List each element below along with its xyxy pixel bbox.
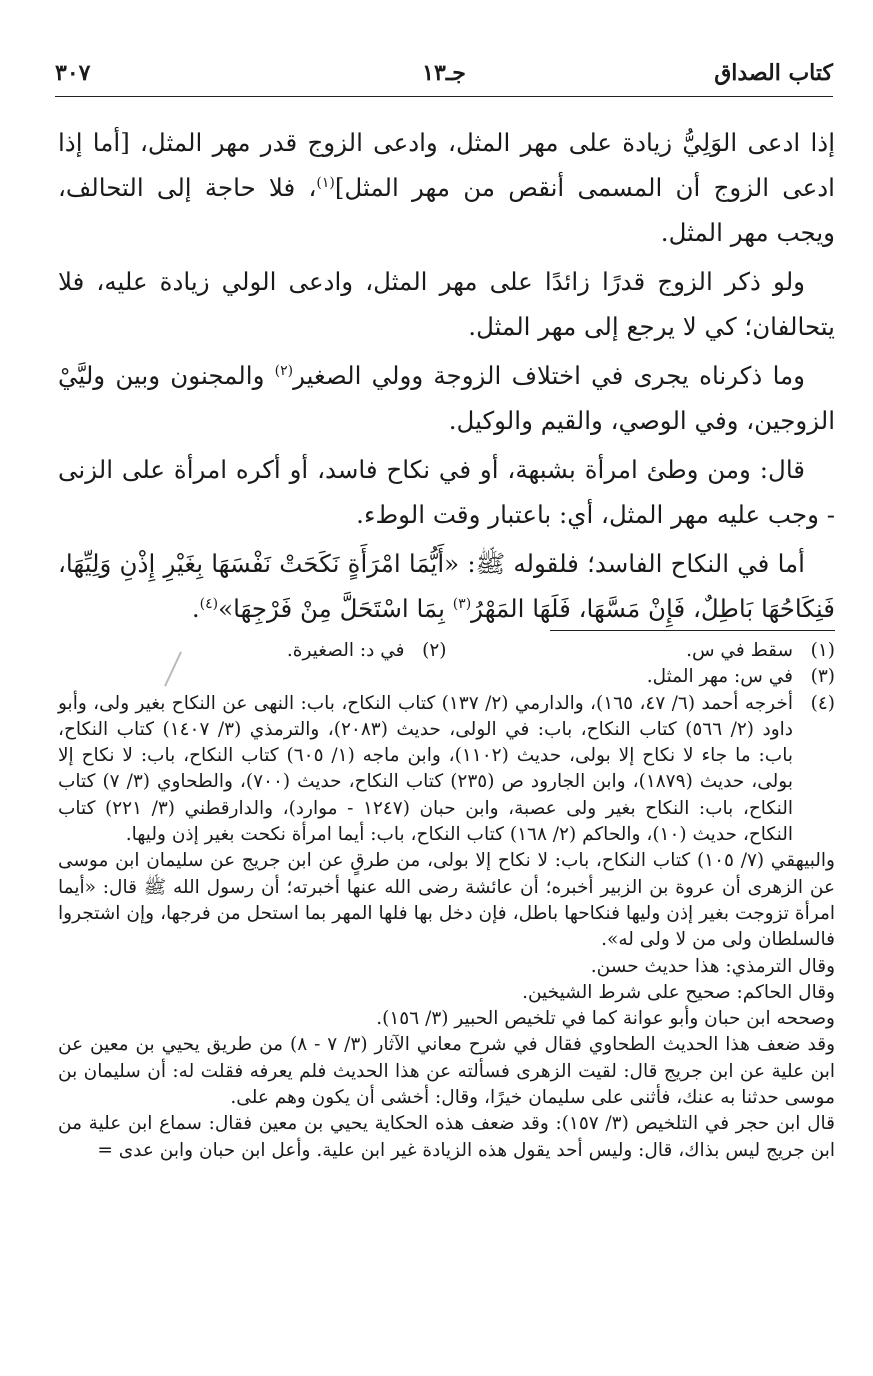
paragraph-1-end: ، فلا حاجة إلى التحالف، ويجب مهر المثل.	[58, 173, 835, 247]
footnote-2-text: في د: الصغيرة.	[286, 640, 405, 661]
footnote-1-number: (١)	[810, 640, 835, 661]
footnote-ref-2: (٢)	[274, 362, 294, 379]
page-number: ٣٠٧	[55, 60, 91, 86]
footnote-ref-3: (٣)	[452, 595, 472, 612]
running-title: كتاب الصداق	[714, 60, 833, 86]
paragraph-4: قال: ومن وطئ امرأة بشبهة، أو في نكاح فاسد، أو أكره امرأة على الزنى - وجب عليه مهر المثل، أي: باعتبار وقت الوطء.	[58, 455, 835, 529]
footnote-4-tahawi: وقد ضعف هذا الحديث الطحاوي فقال في شرح معاني الآثار (٣/ ٧ - ٨) من طريق يحيي بن معين عن ابن علية عن ابن جريج قال: لقيت الزهرى فسألته عن هذا الحديث فلم يعرفه فقلت له: أن سليمان بن موسى حدثنا به عنك، فأثنى على سليمان خيرًا، وقال: أخشى أن يكون وهم على.	[58, 1034, 836, 1109]
footnote-4-ibn-hibban: وصححه ابن حبان وأبو عوانة كما في تلخيص الحبير (٣/ ١٥٦).	[376, 1008, 835, 1030]
footnotes	[58, 638, 835, 1164]
footnote-4-hakim: وقال الحاكم: صحيح على شرط الشيخين.	[522, 981, 835, 1003]
footnote-ref-4: (٤)	[199, 595, 219, 612]
footnote-1	[447, 638, 836, 664]
page-header	[55, 58, 833, 97]
footnote-4-bayhaqi: والبيهقي (٧/ ١٠٥) كتاب النكاح، باب: لا نكاح إلا بولى، من طرقٍ عن ابن جريج عن سليمان ابن موسى عن الزهرى أن عروة بن الزبير أخبره؛ أن عائشة رضى الله عنها أخبرته؛ أن رسول الله ﷺ قال: «أيما امرأة تزوجت بغير إذن وليها فنكاحها باطل، فإن دخل بها فلها المهر بما استحل من فرجها، وإن اشتجروا فالسلطان ولى من لا ولى له».	[58, 850, 835, 951]
paragraph-5-end: .	[191, 594, 200, 623]
footnote-4-sources: أخرجه أحمد (٦/ ٤٧، ١٦٥)، والدارمي (٢/ ١٣٧) كتاب النكاح، باب: النهى عن النكاح بغير ولى، وأبو داود (٢/ ٥٦٦) كتاب النكاح، باب: في الولى، حديث (٢٠٨٣)، والترمذي (٣/ ١٤٠٧) كتاب النكاح، باب: ما جاء لا نكاح إلا بولى، حديث (١١٠٢)، وابن ماجه (١/ ٦٠٥) كتاب النكاح، باب: لا نكاح إلا بولى، حديث (١٨٧٩)، وابن الجارود ص (٢٣٥) كتاب النكاح، حديث (٧٠٠)، والطحاوي (٣/ ٧) كتاب النكاح، باب: النكاح بغير ولى عصبة، وابن حبان (١٢٤٧ - موارد)، والدارقطني (٣/ ٢٢١) كتاب النكاح، حديث (١٠)، والحاكم (٢/ ١٦٨) كتاب النكاح، باب: أيما امرأة نكحت بغير إذن وليها.	[58, 692, 794, 846]
paragraph-3	[58, 353, 835, 443]
footnote-4-number: (٤)	[810, 692, 835, 714]
paragraph-3-text: وما ذكرناه يجرى في اختلاف الزوجة وولي الصغير	[293, 361, 805, 390]
footnote-row-1-2	[58, 638, 835, 664]
footnote-2-number: (٢)	[422, 640, 447, 661]
paragraph-5	[58, 541, 835, 631]
volume-label: جـ١٣	[422, 60, 466, 86]
footnote-4-ibn-hajar: قال ابن حجر في التلخيص (٣/ ١٥٧): وقد ضعف هذه الحكاية يحيي بن معين فقال: سماع ابن علية من ابن جريج ليس بذاك، قال: وليس أحد يقول هذه الزيادة غير ابن علية. وأعل ابن حبان وابن عدى =	[58, 1113, 836, 1161]
footnote-4-body	[58, 691, 793, 849]
footnote-divider	[550, 630, 835, 631]
paragraph-5-text: أما في النكاح الفاسد؛ فلقوله ﷺ: «أَيُّمَا امْرَأَةٍ نَكَحَتْ نَفْسَهَا بِغَيْرِ إِذْنِ وَلِيِّهَا، فَنِكَاحُهَا بَاطِلٌ، فَإِنْ مَسَّهَا، فَلَهَا المَهْرُ	[58, 549, 835, 623]
footnote-3-text: في س: مهر المثل.	[646, 666, 793, 688]
footnote-3-number: (٣)	[810, 666, 835, 688]
main-text	[58, 120, 835, 635]
footnote-4	[58, 691, 835, 849]
paragraph-2: ولو ذكر الزوج قدرًا زائدًا على مهر المثل، وادعى الولي زيادة عليه، فلا يتحالفان؛ كي لا يرجع إلى مهر المثل.	[58, 267, 835, 341]
paragraph-3-end: والمجنون وبين وليَّيْ الزوجين، وفي الوصي، والقيم والوكيل.	[58, 361, 835, 435]
footnote-ref-1: (١)	[316, 174, 335, 191]
footnote-3	[58, 664, 835, 690]
paragraph-5-quote-end: بِمَا اسْتَحَلَّ مِنْ فَرْجِهَا»	[218, 594, 453, 623]
paragraph-1-text: إذا ادعى الوَلِيُّ زيادة على مهر المثل، وادعى الزوج قدر مهر المثل، [أما إذا ادعى الزوج أن المسمى أنقص من مهر المثل]	[58, 128, 835, 202]
footnote-1-text: سقط في س.	[686, 640, 793, 661]
footnote-4-tirmidhi: وقال الترمذي: هذا حديث حسن.	[590, 955, 835, 977]
footnote-2	[58, 638, 447, 664]
paragraph-1	[58, 120, 835, 255]
